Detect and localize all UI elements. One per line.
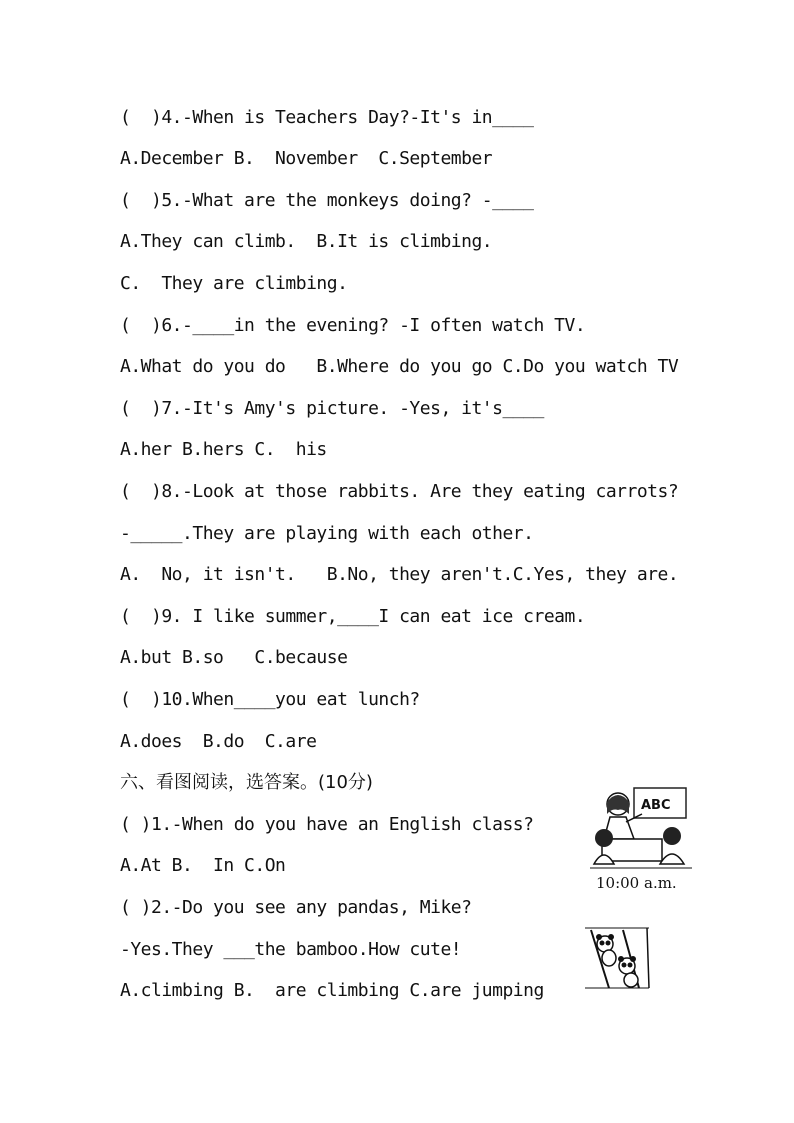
s6-q2-stem: ( )2.-Do you see any pandas, Mike? [120, 897, 472, 918]
section6-heading: 六、看图阅读，选答案。(10分) [120, 772, 373, 793]
s6-q1-options: A.At B. In C.On [120, 855, 286, 876]
q8-answer-line: -_____.They are playing with each other. [120, 523, 534, 544]
q7-options: A.her B.hers C. his [120, 439, 327, 460]
pandas-picture [583, 926, 651, 990]
board-text: ABC [641, 798, 671, 813]
q5-options-line1: A.They can climb. B.It is climbing. [120, 231, 493, 252]
s6-q1-stem: ( )1.-When do you have an English class? [120, 814, 534, 835]
q4-stem: ( )4.-When is Teachers Day?-It's in____ [120, 107, 534, 128]
q9-options: A.but B.so C.because [120, 647, 348, 668]
classroom-picture [590, 784, 692, 894]
q8-options: A. No, it isn't. B.No, they aren't.C.Yes, they are. [120, 564, 679, 585]
q4-options: A.December B. November C.September [120, 148, 493, 169]
q6-options: A.What do you do B.Where do you go C.Do you watch TV [120, 356, 679, 377]
q5-options-line2: C. They are climbing. [120, 273, 348, 294]
q8-stem: ( )8.-Look at those rabbits. Are they eating carrots? [120, 481, 679, 502]
q7-stem: ( )7.-It's Amy's picture. -Yes, it's____ [120, 398, 544, 419]
s6-q2-options: A.climbing B. are climbing C.are jumping [120, 980, 544, 1001]
q10-stem: ( )10.When____you eat lunch? [120, 689, 420, 710]
q6-stem: ( )6.-____in the evening? -I often watch TV. [120, 315, 586, 336]
q5-stem: ( )5.-What are the monkeys doing? -____ [120, 190, 534, 211]
q10-options: A.does B.do C.are [120, 731, 317, 752]
q9-stem: ( )9. I like summer,____I can eat ice cream. [120, 606, 586, 627]
time-text: 10:00 a.m. [596, 874, 677, 892]
s6-q2-answer-line: -Yes.They ___the bamboo.How cute! [120, 939, 462, 960]
